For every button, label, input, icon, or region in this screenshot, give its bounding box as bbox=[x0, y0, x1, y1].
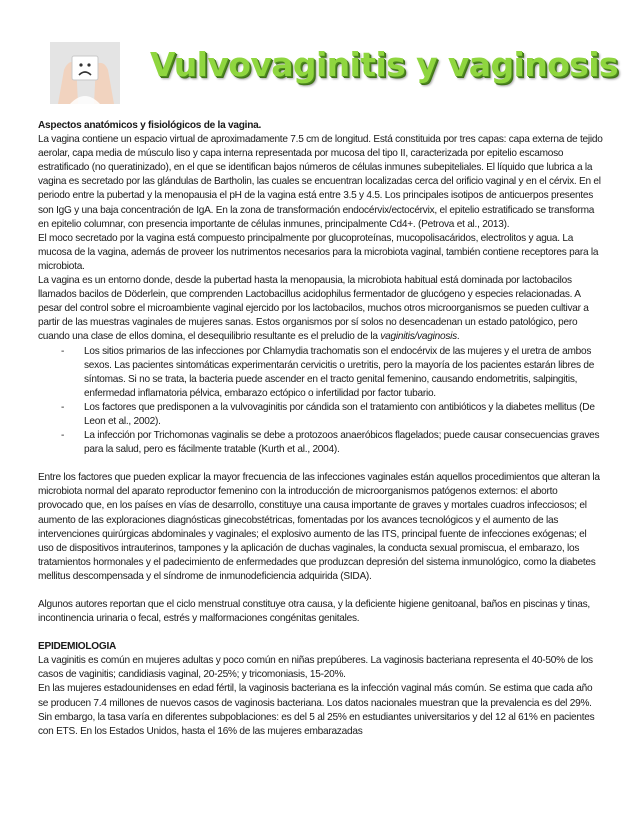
list-item: - La infección por Trichomonas vaginalis se debe a protozoos anaeróbicos flagelados; puede causar consecuencias graves para la salud, pero es fácilmente tratable (Kurth et al., 2004). bbox=[61, 430, 600, 456]
paragraph: La vaginitis es común en mujeres adultas y poco común en niñas prepúberes. La vaginosis bacteriana representa el 40-50% de los casos de vaginitis; candidiasis vaginal, 20-25%; y tricomoniasis, 15-20%. bbox=[38, 655, 593, 681]
list-item: - Los factores que predisponen a la vulvovaginitis por cándida son el tratamiento con antibióticos y la diabetes mellitus (De Leon et al., 2002). bbox=[61, 401, 595, 427]
section-heading-epidemiology: EPIDEMIOLOGIA bbox=[38, 641, 117, 653]
list-item: - Los sitios primarios de las infecciones por Chlamydia trachomatis son el endocérvix de las mujeres y el uretra de ambos sexos. Las pacientes sintomáticas experimentarán cervicitis o uretritis, pero la mayoría de los pacientes estarán libres de síntomas. Si no se trata, la bacteria puede ascender en el tracto genital femenino, causando endometritis, salpingitis, enfermedad inflamatoria pélvica, embarazo ectópico o infertilidad por factor tubario. bbox=[61, 345, 595, 399]
paragraph: La vagina es un entorno donde, desde la pubertad hasta la menopausia, la microbiota habitual está dominada por lactobacilos llamados bacilos de Döderlein, que comprenden Lactobacillus acidophilus fermentador de glucógeno y especies relacionadas. A pesar del control sobre el microambiente vaginal ejercido por los lactobacilos, muchos otros microorganismos se pueden cultivar a partir de las muestras vaginales de mujeres sanas. Estos organismos por sí solos no desencadenan un estado patológico, pero cuando una clase de ellos domina, el desequilibrio resultante es el preludio de la vaginitis/vaginosis. bbox=[38, 275, 589, 343]
emphasis-vaginitis: vaginitis/vaginosis bbox=[380, 331, 457, 343]
page-title: Vulvovaginitis y vaginosis bbox=[150, 45, 618, 84]
document-body bbox=[38, 119, 604, 739]
sad-face-icon bbox=[50, 42, 120, 104]
header-image bbox=[50, 42, 120, 104]
paragraph: Entre los factores que pueden explicar la mayor frecuencia de las infecciones vaginales están aquellos procedimientos que alteran la microbiota normal del aparato reproductor femenino con la introducción de microorganismos patógenos externos: el aborto provocado que, en los países en vías de desarrollo, constituye una causa importante de graves y mortales cuadros infecciosos; el aumento de las exploraciones diagnósticas ginecobstétricas, fomentadas por los avances tecnológicos y el aumento de las intervenciones quirúrgicas abdominales y vaginales; el explosivo aumento de las ITS, principal fuente de infecciones exógenas; el uso de dispositivos intrauterinos, tampones y la aplicación de duchas vaginales, la conducta sexual promiscua, el embarazo, los tratamientos hormonales y el padecimiento de enfermedades que produzcan depresión del sistema inmunológico, como la diabetes mellitus descompensada y el síndrome de inmunodeficiencia adquirida (SIDA). bbox=[38, 472, 600, 582]
paragraph: La vagina contiene un espacio virtual de aproximadamente 7.5 cm de longitud. Está constituida por tres capas: capa externa de tejido aerolar, capa media de músculo liso y capa interna representada por mucosa del tipo II, caracterizada por epitelio escamoso estratificado (no queratinizado), en el que se identifican bajos números de células inmunes subepiteliales. El líquido que lubrica a la vagina es secretado por las glándulas de Bartholin, las cuales se encuentran localizadas cerca del orificio vaginal y en el cérvix. En el periodo entre la pubertad y la menopausia el pH de la vagina está entre 3.5 y 4.5. Los principales isotipos de anticuerpos presentes son IgG y una baja concentración de IgA. En la zona de transformación endocérvix/ectocérvix, el epitelio estratificado se transforma en epitelio columnar, con presencia importante de células inmunes, principalmente Cd4+. (Petrova et al., 2013). bbox=[38, 134, 603, 230]
paragraph: Algunos autores reportan que el ciclo menstrual constituye otra causa, y la deficiente higiene genitoanal, baños en piscinas y tinas, incontinencia urinaria o fecal, estrés y malformaciones congénitas genitales. bbox=[38, 599, 590, 625]
paragraph: El moco secretado por la vagina está compuesto principalmente por glucoproteínas, mucopolisacáridos, electrolitos y agua. La mucosa de la vagina, además de proveer los nutrimentos necesarios para la microbiota vaginal, también contiene receptores para la microbiota. bbox=[38, 232, 599, 272]
bullet-list bbox=[38, 345, 604, 458]
paragraph: En las mujeres estadounidenses en edad fértil, la vaginosis bacteriana es la infección vaginal más común. Se estima que cada año se producen 7.4 millones de nuevos casos de vaginosis bacteriana. Los datos nacionales muestran que la prevalencia es del 29%. Sin embargo, la tasa varía en diferentes subpoblaciones: es del 5 al 25% en estudiantes universitarios y del 12 al 61% en pacientes con ETS. En los Estados Unidos, hasta el 16% de las mujeres embarazadas bbox=[38, 683, 595, 737]
section-heading-anatomy: Aspectos anatómicos y fisiológicos de la vagina. bbox=[38, 120, 262, 131]
